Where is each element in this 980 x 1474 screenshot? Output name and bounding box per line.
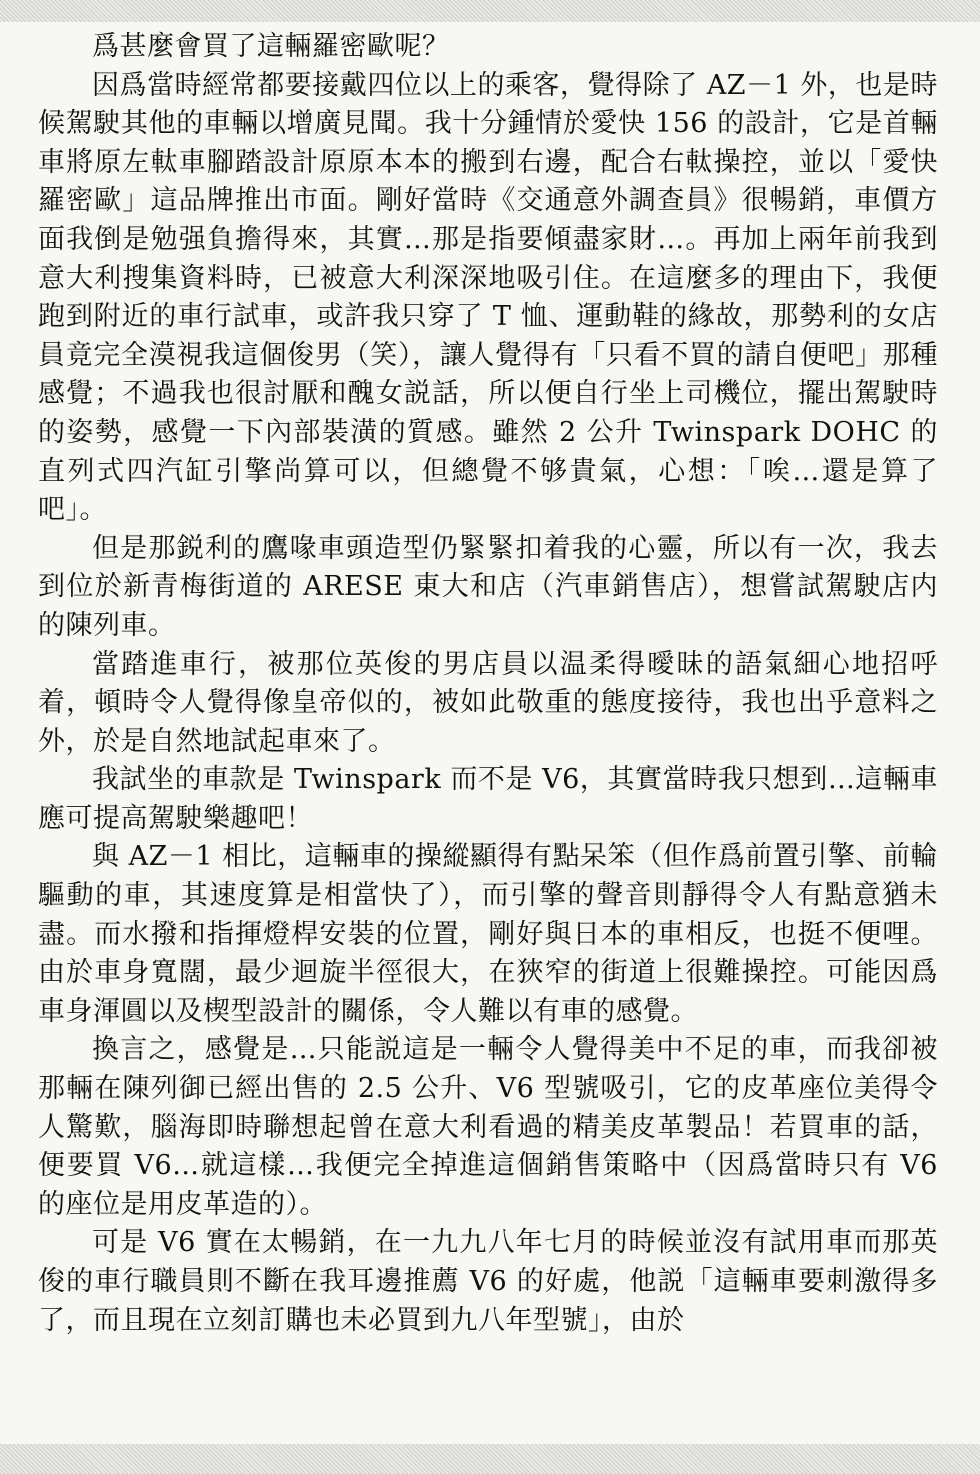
paragraph: 與 AZ－1 相比，這輛車的操縱顯得有點呆笨（但作爲前置引擎、前輪驅動的車，其速度算是相當快了），而引擎的聲音則靜得令人有點意猶未盡。而水撥和指揮燈桿安裝的位置，剛好與日本的車相反，也挺不便哩。由於車身寬闊，最少迴旋半徑很大，在狹窄的街道上很難操控。可能因爲車身渾圓以及楔型設計的關係，令人難以有車的感覺。 <box>38 841 938 1027</box>
paragraph: 但是那鋭利的鷹喙車頭造型仍緊緊扣着我的心靈，所以有一次，我去到位於新青梅街道的 ARESE 東大和店（汽車銷售店），想嘗試駕駛店内的陳列車。 <box>38 532 938 641</box>
scan-border-bottom <box>0 1444 980 1474</box>
scan-border-top <box>0 0 980 22</box>
paragraph: 因爲當時經常都要接戴四位以上的乘客，覺得除了 AZ－1 外，也是時候駕駛其他的車輛以增廣見聞。我十分鍾情於愛快 156 的設計，它是首輛車將原左軚車腳踏設計原原本本的搬到右邊，配合右軚操控，並以「愛快羅密歐」這品牌推出市面。剛好當時《交通意外調查員》很暢銷，車價方面我倒是勉强負擔得來，其實…那是指要傾盡家財…。再加上兩年前我到意大利搜集資料時，已被意大利深深地吸引住。在這麼多的理由下，我便跑到附近的車行試車，或許我只穿了 T 恤、運動鞋的緣故，那勢利的女店員竟完全漠視我這個俊男（笑），讓人覺得有「只看不買的請自便吧」那種感覺；不過我也很討厭和醜女説話，所以便自行坐上司機位，擺出駕駛時的姿勢，感覺一下內部裝潢的質感。雖然 2 公升 Twinspark DOHC 的直列式四汽缸引擎尚算可以，但總覺不够貴氣，心想：「唉…還是算了吧」。 <box>38 69 938 526</box>
paragraph: 我試坐的車款是 Twinspark 而不是 V6，其實當時我只想到…這輛車應可提高駕駛樂趣吧！ <box>38 764 938 834</box>
article-body <box>38 28 938 1340</box>
paragraph: 爲甚麼會買了這輛羅密歐呢？ <box>92 31 450 62</box>
paragraph: 換言之，感覺是…只能説這是一輛令人覺得美中不足的車，而我卻被那輛在陳列御已經出售的 2.5 公升、V6 型號吸引，它的皮革座位美得令人驚歎，腦海即時聯想起曾在意大利看過的精美皮革製品！若買車的話，便要買 V6…就這樣…我便完全掉進這個銷售策略中（因爲當時只有 V6 的座位是用皮革造的）。 <box>38 1034 938 1220</box>
paragraph: 可是 V6 實在太暢銷，在一九九八年七月的時候並沒有試用車而那英俊的車行職員則不斷在我耳邊推薦 V6 的好處，他説「這輛車要刺激得多了，而且現在立刻訂購也未必買到九八年型號」，由於 <box>38 1227 938 1336</box>
paragraph: 當踏進車行，被那位英俊的男店員以温柔得曖昧的語氣細心地招呼着，頓時令人覺得像皇帝似的，被如此敬重的態度接待，我也出乎意料之外，於是自然地試起車來了。 <box>38 648 938 757</box>
